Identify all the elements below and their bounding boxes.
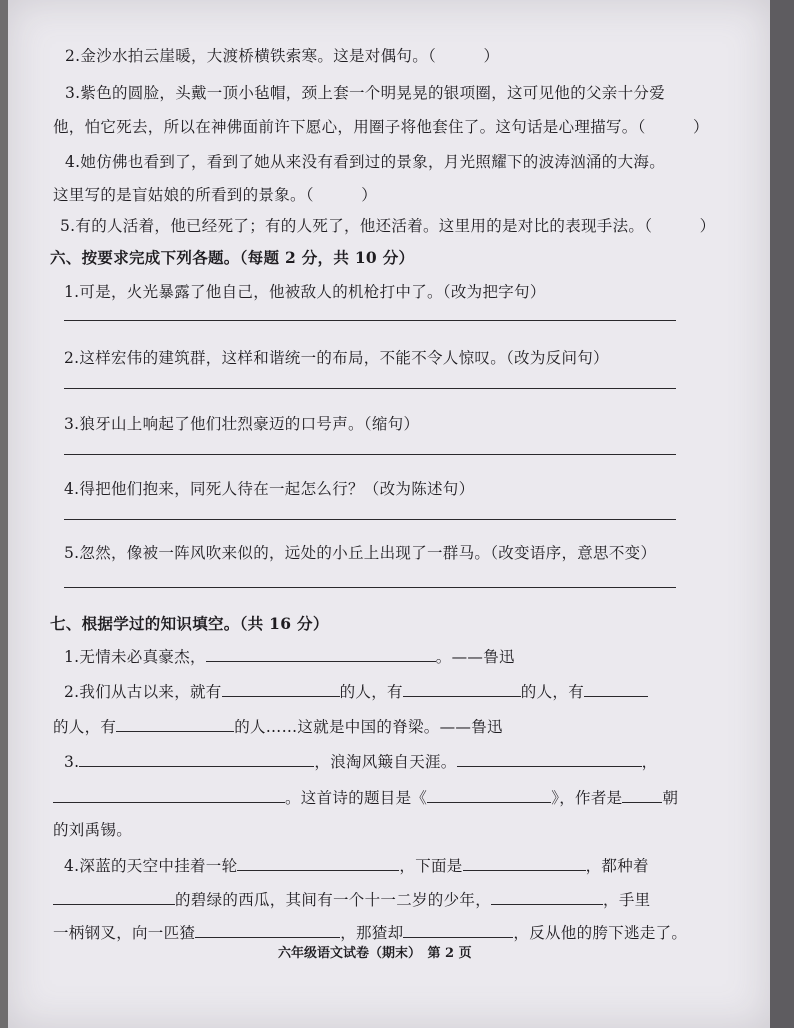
- s7-q4-line3: 一柄钢叉，向一匹猹 ，那猹却 ，反从他的胯下逃走了。: [53, 921, 687, 943]
- exam-page: [8, 0, 770, 1028]
- blank-s7-q2-3[interactable]: [584, 680, 648, 697]
- blank-s7-q2-2[interactable]: [403, 680, 521, 697]
- s7-q4-line1: 4.深蓝的天空中挂着一轮 ，下面是 ，都种着: [64, 854, 649, 876]
- answer-line-s6-q1[interactable]: [64, 320, 676, 321]
- section-7-title: 七、根据学过的知识填空。（共 16 分）: [50, 614, 329, 633]
- s5-q3-line1: 3.紫色的圆脸，头戴一顶小毡帽，颈上套一个明晃晃的银项圈，这可见他的父亲十分爱: [65, 84, 665, 102]
- s5-q2: 2.金沙水拍云崖暖，大渡桥横铁索寒。这是对偶句。（ ）: [65, 47, 500, 65]
- s6-q3: 3.狼牙山上响起了他们壮烈豪迈的口号声。（缩句）: [64, 415, 420, 433]
- s7-q2-line1: 2.我们从古以来，就有 的人，有 的人，有: [64, 680, 648, 702]
- answer-line-s6-q5[interactable]: [64, 587, 676, 588]
- blank-s7-q4-1[interactable]: [237, 854, 399, 871]
- s6-q5: 5.忽然，像被一阵风吹来似的，远处的小丘上出现了一群马。（改变语序，意思不变）: [64, 544, 657, 562]
- blank-s7-q4-2[interactable]: [463, 854, 586, 871]
- answer-line-s6-q3[interactable]: [64, 454, 676, 455]
- s7-q3-line3: 的刘禹锡。: [53, 821, 133, 839]
- background-edge: [770, 0, 794, 1028]
- blank-s7-q3-title[interactable]: [427, 786, 551, 803]
- s7-q3-line1: 3. ，浪淘风簸自天涯。 ，: [64, 750, 657, 772]
- blank-s7-q3-2[interactable]: [457, 750, 642, 767]
- blank-s7-q4-6[interactable]: [403, 921, 513, 938]
- s6-q4: 4.得把他们抱来，同死人待在一起怎么行？（改为陈述句）: [64, 480, 475, 498]
- blank-s7-q3-dynasty[interactable]: [622, 786, 662, 803]
- s5-q4-line2: 这里写的是盲姑娘的所看到的景象。（ ）: [53, 186, 378, 204]
- blank-s7-q1[interactable]: [206, 645, 436, 662]
- s6-q2: 2.这样宏伟的建筑群，这样和谐统一的布局，不能不令人惊叹。（改为反问句）: [64, 349, 609, 367]
- blank-s7-q3-3[interactable]: [53, 786, 285, 803]
- answer-line-s6-q2[interactable]: [64, 388, 676, 389]
- s5-q5: 5.有的人活着，他已经死了；有的人死了，他还活着。这里用的是对比的表现手法。（ ）: [60, 217, 716, 235]
- s7-q4-line2: 的碧绿的西瓜，其间有一个十一二岁的少年， ，手里: [53, 888, 650, 910]
- blank-s7-q2-1[interactable]: [222, 680, 340, 697]
- blank-s7-q4-4[interactable]: [491, 888, 603, 905]
- s7-q2-line2: 的人，有 的人……这就是中国的脊梁。——鲁迅: [53, 715, 503, 737]
- blank-s7-q4-3[interactable]: [53, 888, 175, 905]
- s5-q4-line1: 4.她仿佛也看到了，看到了她从来没有看到过的景象，月光照耀下的波涛汹涌的大海。: [65, 153, 665, 171]
- blank-s7-q4-5[interactable]: [195, 921, 340, 938]
- s7-q3-line2: 。这首诗的题目是《 》，作者是 朝: [53, 786, 678, 808]
- page-footer: 六年级语文试卷（期末） 第 2 页: [278, 946, 472, 961]
- blank-s7-q3-1[interactable]: [79, 750, 314, 767]
- answer-line-s6-q4[interactable]: [64, 519, 676, 520]
- s5-q3-line2: 他，怕它死去，所以在神佛面前许下愿心，用圈子将他套住了。这句话是心理描写。（ ）: [53, 118, 709, 136]
- blank-s7-q2-4[interactable]: [116, 715, 234, 732]
- s7-q1: 1.无情未必真豪杰， 。——鲁迅: [64, 645, 515, 667]
- s6-q1: 1.可是，火光暴露了他自己，他被敌人的机枪打中了。（改为把字句）: [64, 283, 546, 301]
- section-6-title: 六、按要求完成下列各题。（每题 2 分，共 10 分）: [50, 248, 415, 267]
